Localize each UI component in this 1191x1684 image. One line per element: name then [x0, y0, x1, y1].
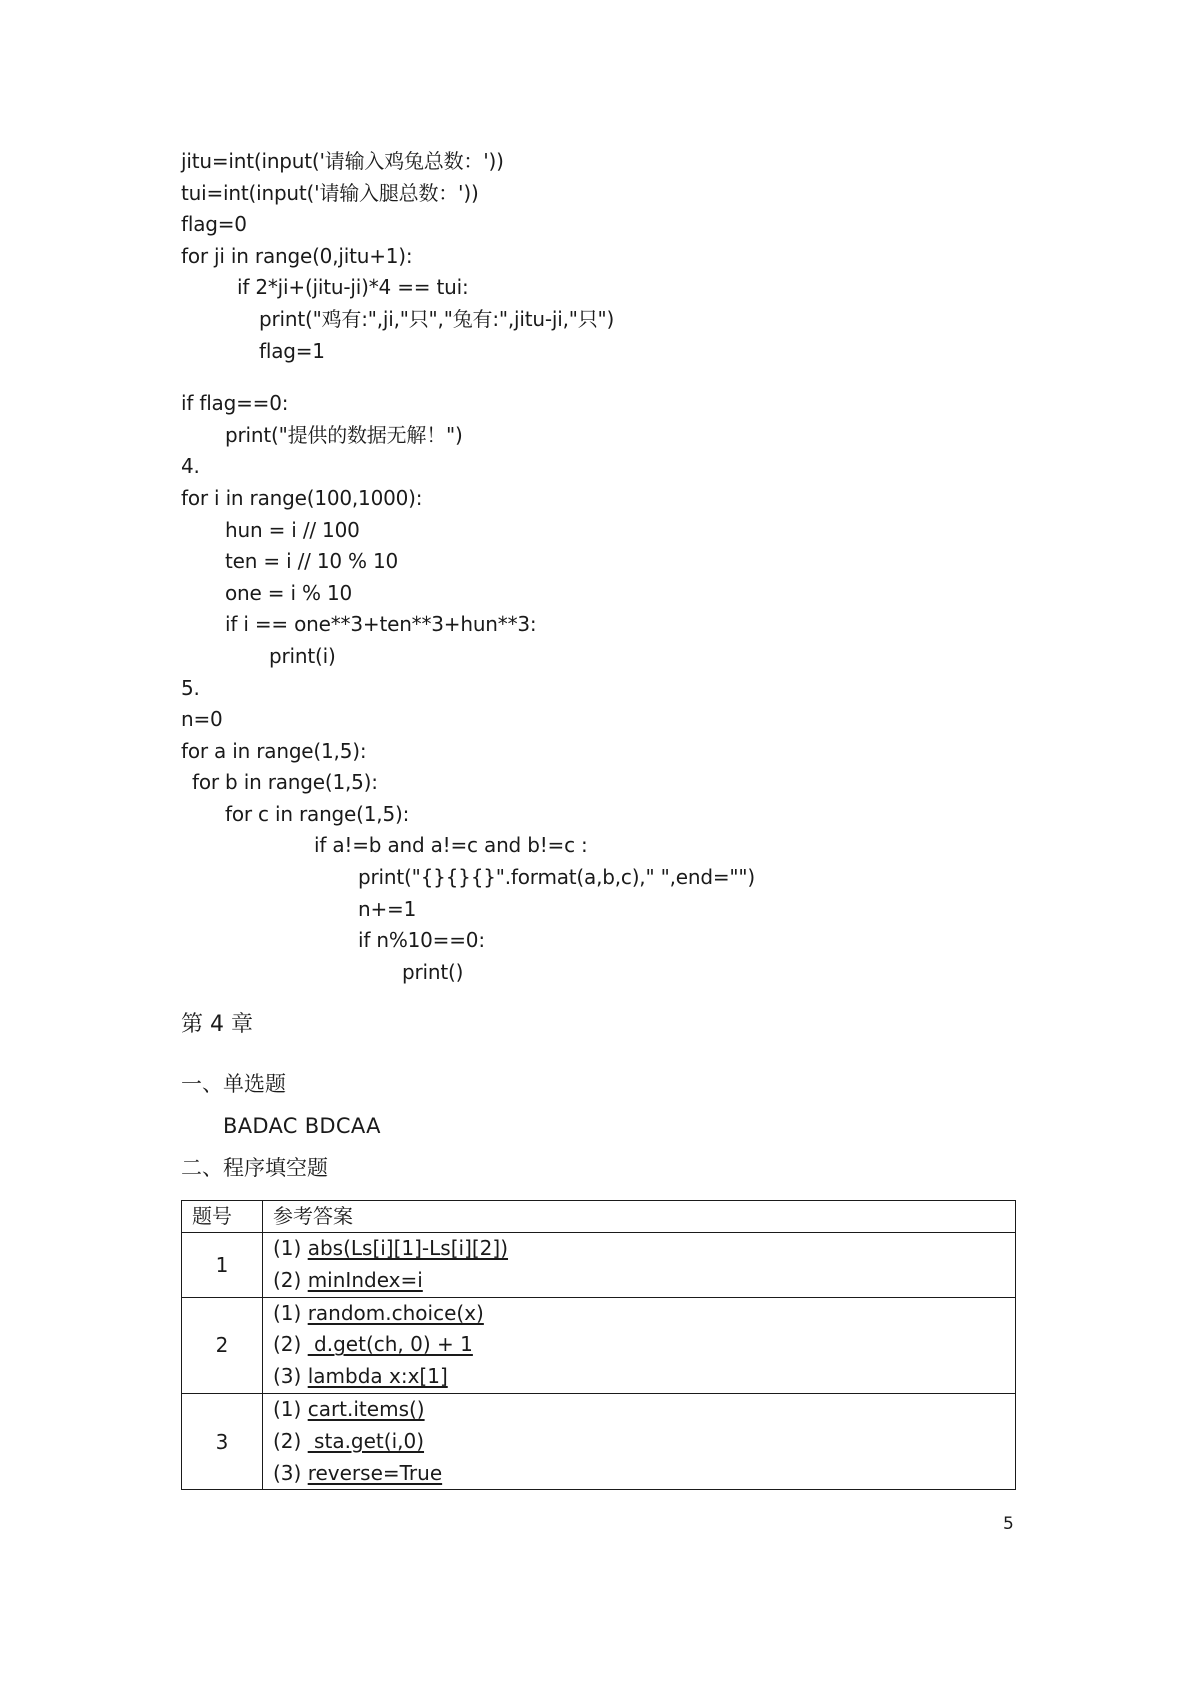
code-line: flag=0	[181, 212, 247, 237]
answer-value: d.get(ch, 0) + 1	[307, 1332, 473, 1357]
answer-cell	[263, 1297, 1016, 1393]
answer-value: sta.get(i,0)	[307, 1428, 425, 1453]
blank-line	[181, 367, 981, 388]
answer-label: (1)	[273, 1396, 302, 1421]
question-number-cell: 1	[182, 1233, 263, 1298]
answer-line	[273, 1361, 1015, 1393]
answer-value: abs(Ls[i][1]-Ls[i][2])	[307, 1236, 509, 1260]
code-line: for c in range(1,5):	[225, 801, 410, 826]
header-reference-answer: 参考答案	[263, 1201, 1016, 1233]
table-row	[182, 1297, 1016, 1393]
code-line: print("鸡有:",ji,"只","兔有:",jitu-ji,"只")	[259, 306, 615, 331]
code-line: if flag==0:	[181, 391, 289, 416]
answer-value: random.choice(x)	[307, 1300, 484, 1325]
code-line: print("提供的数据无解！")	[225, 422, 463, 447]
table-row	[182, 1233, 1016, 1298]
code-line: print(i)	[269, 643, 336, 668]
table-row	[182, 1393, 1016, 1489]
answer-label: (1)	[273, 1236, 302, 1260]
answer-label: (3)	[273, 1364, 302, 1389]
code-line: print()	[402, 959, 464, 984]
answer-line	[273, 1426, 1015, 1458]
code-line: print("{}{}{}".format(a,b,c)," ",end="")	[358, 865, 756, 890]
code-line: n=0	[181, 707, 223, 732]
answer-value: minIndex=i	[307, 1267, 423, 1292]
answer-label: (1)	[273, 1300, 302, 1325]
answer-line	[273, 1329, 1015, 1361]
code-line: hun = i // 100	[225, 517, 360, 542]
code-line: 4.	[181, 454, 200, 479]
answer-value: lambda x:x[1]	[307, 1364, 448, 1389]
code-line: tui=int(input('请输入腿总数：'))	[181, 180, 479, 205]
answer-label: (3)	[273, 1460, 302, 1485]
code-line: 5.	[181, 675, 200, 700]
code-line: one = i % 10	[225, 580, 353, 605]
answer-value: cart.items()	[307, 1396, 425, 1421]
code-line: for b in range(1,5):	[192, 770, 378, 795]
code-line: jitu=int(input('请输入鸡兔总数：'))	[181, 149, 504, 173]
code-line: if a!=b and a!=c and b!=c :	[314, 833, 588, 858]
answer-label: (2)	[273, 1267, 302, 1292]
answer-line	[273, 1394, 1015, 1426]
question-number-cell: 2	[182, 1297, 263, 1393]
code-line: flag=1	[259, 338, 325, 363]
header-question-number: 题号	[182, 1201, 263, 1233]
table-header-row	[182, 1201, 1016, 1233]
page-number: 5	[1003, 1514, 1014, 1534]
answer-label: (2)	[273, 1332, 302, 1357]
answer-line	[273, 1265, 1015, 1297]
code-line: n+=1	[358, 896, 417, 921]
answer-cell	[263, 1233, 1016, 1298]
code-line: for ji in range(0,jitu+1):	[181, 243, 413, 268]
question-number-cell: 3	[182, 1393, 263, 1489]
code-line: if n%10==0:	[358, 928, 485, 953]
single-choice-answers: BADAC BDCAA	[223, 1114, 381, 1138]
code-listing	[181, 146, 981, 988]
single-choice-heading: 一、单选题	[181, 1072, 286, 1096]
code-line: if i == one**3+ten**3+hun**3:	[225, 612, 537, 637]
answer-cell	[263, 1393, 1016, 1489]
code-line: ten = i // 10 % 10	[225, 549, 399, 574]
answer-value: reverse=True	[307, 1460, 443, 1485]
answer-label: (2)	[273, 1428, 302, 1453]
fill-in-heading: 二、程序填空题	[181, 1156, 328, 1180]
code-line: for a in range(1,5):	[181, 738, 367, 763]
answer-table	[181, 1200, 1016, 1490]
answer-line	[273, 1458, 1015, 1490]
code-line: for i in range(100,1000):	[181, 485, 423, 510]
answer-line	[273, 1233, 1015, 1265]
chapter-title: 第 4 章	[181, 1012, 253, 1037]
answer-line	[273, 1298, 1015, 1330]
code-line: if 2*ji+(jitu-ji)*4 == tui:	[237, 275, 469, 300]
